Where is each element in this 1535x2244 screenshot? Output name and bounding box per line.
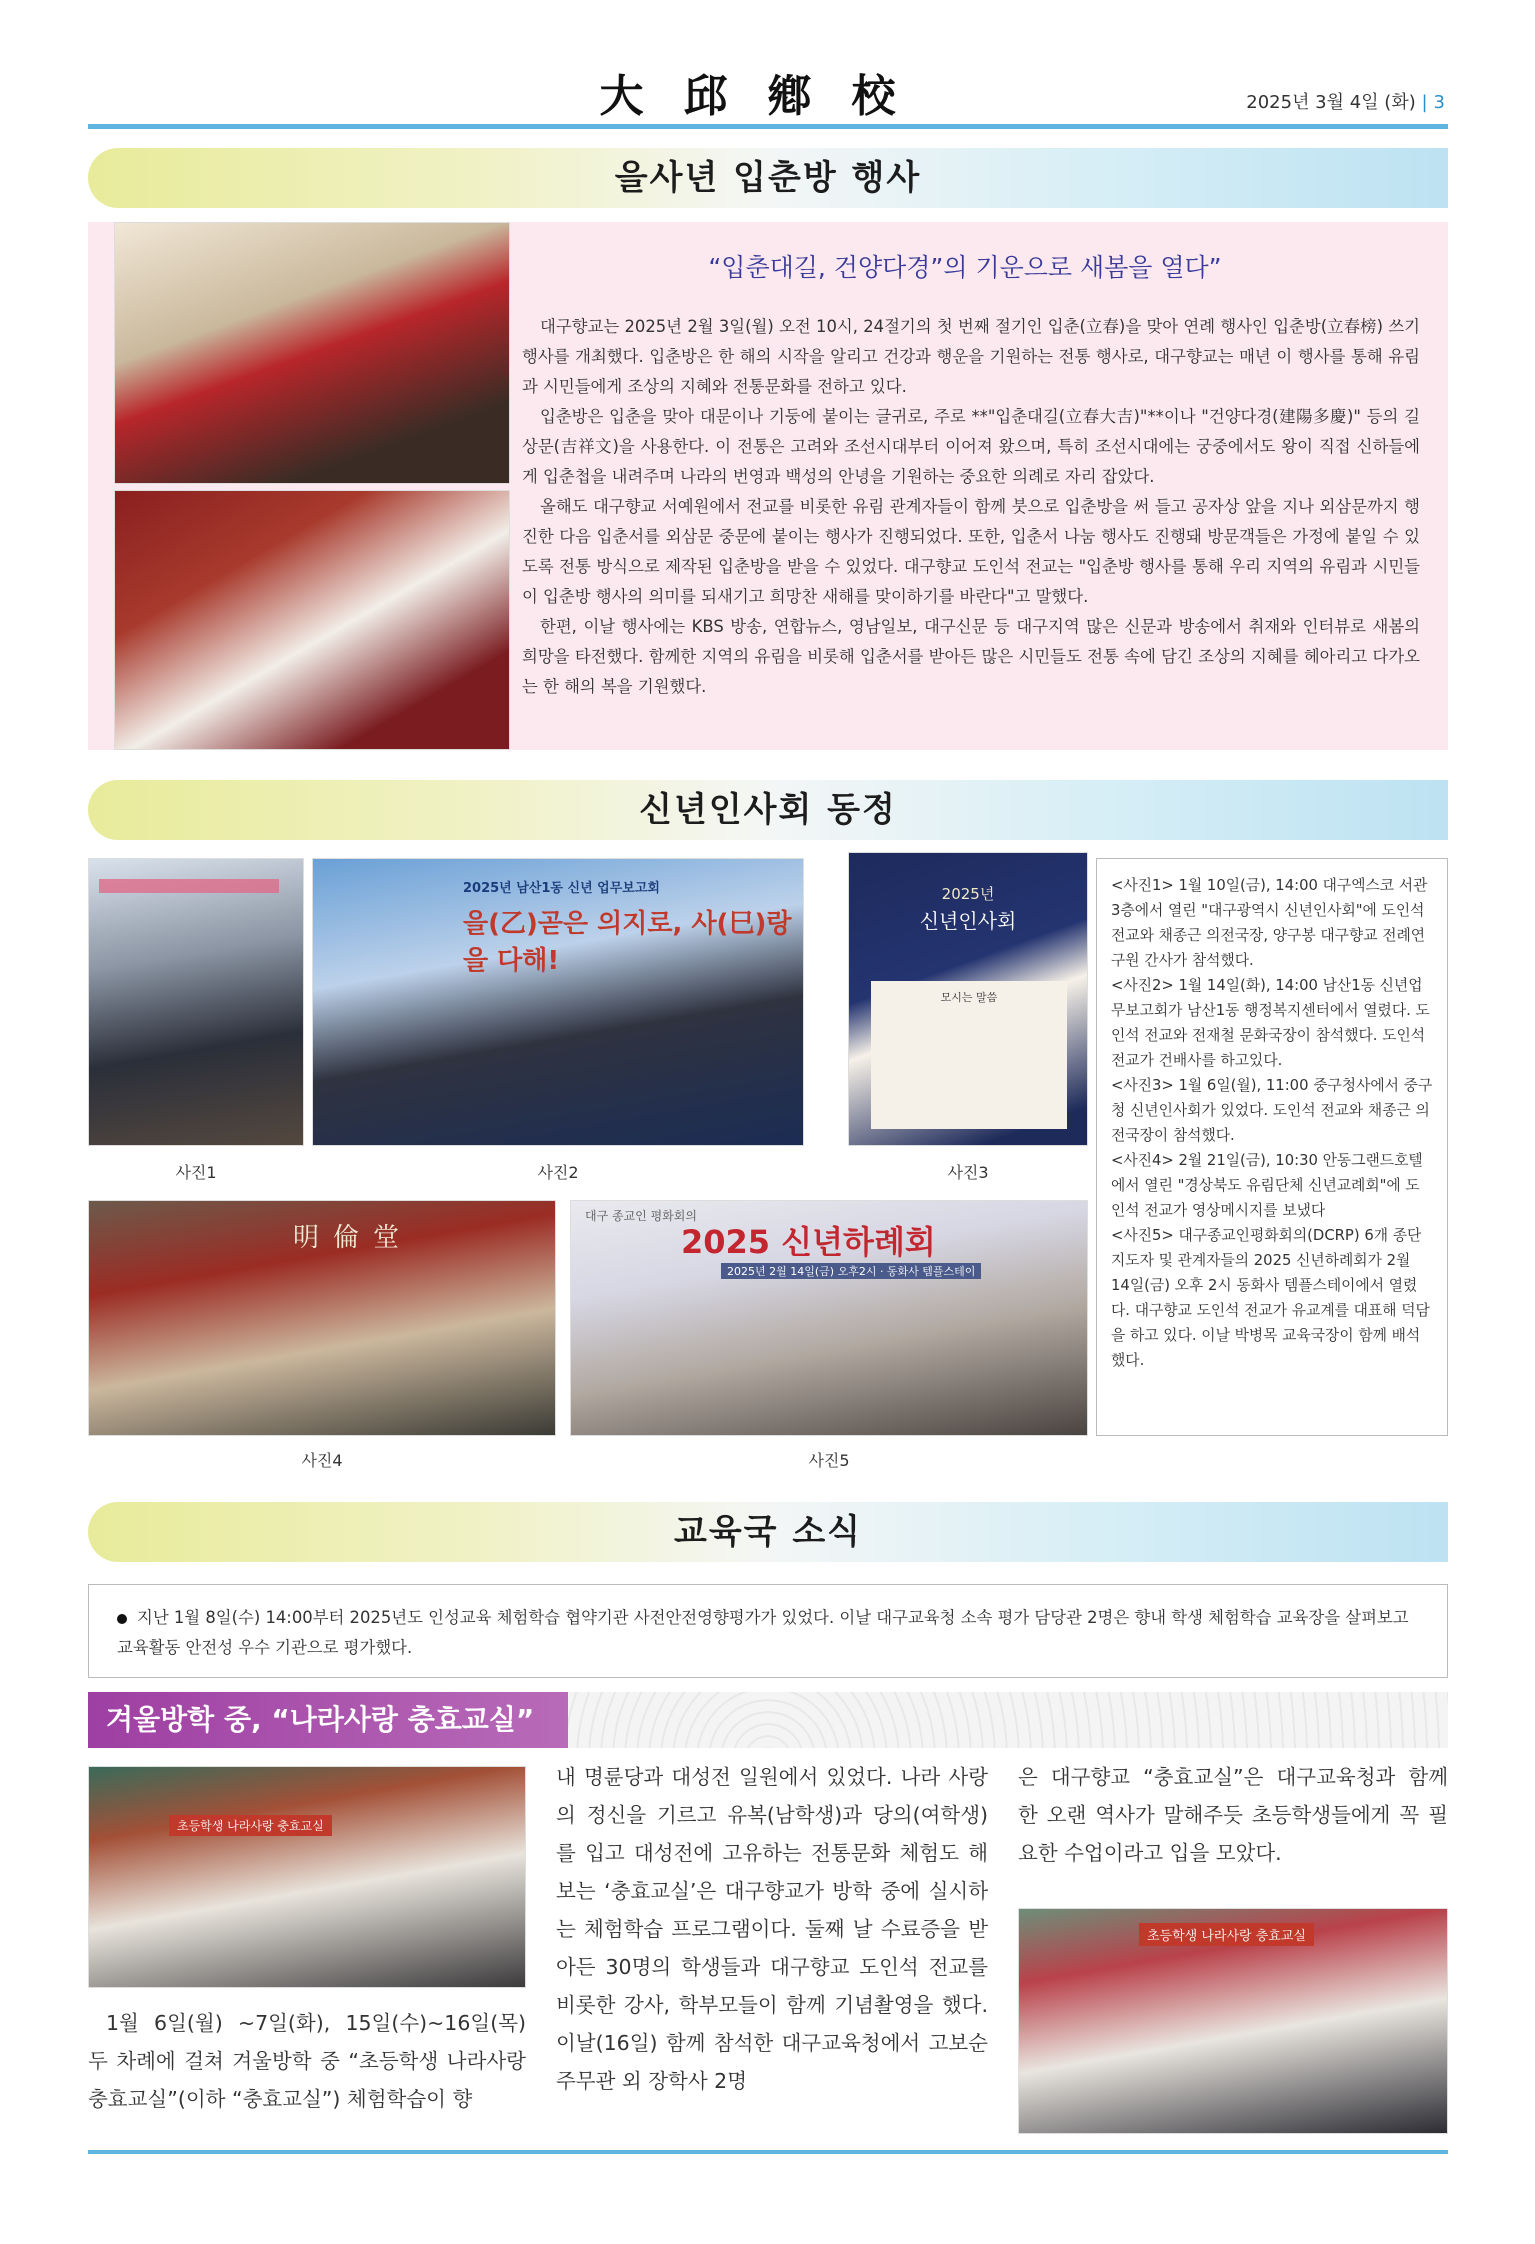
top-rule [88,124,1448,129]
education-notice [88,1584,1448,1678]
page-number: 3 [1433,92,1445,113]
section-banner-education: 교육국 소식 [88,1502,1448,1562]
article-column-3: 은 대구향교 “충효교실”은 대구교육청과 함께 한 오랜 역사가 말해주듯 초등학생들에게 꼭 필요한 수업이라고 입을 모았다. [1018,1765,1448,1865]
photo-description: <사진2> 1월 14일(화), 14:00 남산1동 신년업무보고회가 남산1동 행정복지센터에서 열렸다. 도인석 전교와 전재철 문화국장이 참석했다. 도인석 전교가 건배사를 하고있다. [1111,977,1430,1069]
photo4-sign: 明倫堂 [293,1223,414,1253]
photo5-sub: 2025년 2월 14일(금) 오후2시 · 동화사 템플스테이 [721,1263,981,1279]
photo-calligraphy-writing [114,222,510,484]
bottom-rule [88,2150,1448,2154]
photo-3 [848,852,1088,1146]
dateline [1246,88,1445,114]
photo-1 [88,858,304,1146]
photo-description: <사진3> 1월 6일(월), 11:00 중구청사에서 중구청 신년인사회가 있었다. 도인석 전교와 채종근 의전국장이 참석했다. [1111,1077,1433,1144]
photo-description: <사진5> 대구종교인평화회의(DCRP) 6개 종단 지도자 및 관계자들의 2025 신년하례회가 2월 14일(금) 오후 2시 동화사 템플스테이에서 열렸다. 대구향교 도인석 전교가 유교계를 대표해 덕담을 하고 있다. 이날 박병목 교육국장이 함께 배석했다. [1111,1227,1430,1369]
section-banner-ipchun: 을사년 입춘방 행사 [88,148,1448,208]
article-paragraph: 대구향교는 2025년 2월 3일(월) 오전 10시, 24절기의 첫 번째 절기인 입춘(立春)을 맞아 연례 행사인 입춘방(立春榜) 쓰기 행사를 개최했다. 입춘방은 한 해의 시작을 알리고 건강과 행운을 기원하는 전통 행사로, 대구향교는 매년 이 행사를 통해 유림과 시민들에게 조상의 지혜와 전통문화를 전하고 있다. [522,317,1420,396]
photo-ipchun-procession [114,490,510,750]
photo3-card-heading: 모시는 말씀 [940,991,998,1004]
photo3-title: 신년인사회 [919,909,1017,933]
article-column-2: 내 명륜당과 대성전 일원에서 있었다. 나라 사랑의 정신을 기르고 유복(남학생)과 당의(여학생)를 입고 대성전에 고유하는 전통문화 체험도 해 보는 ‘충효교실’은 대구향교가 방학 중에 실시하는 체험학습 프로그램이다. 둘째 날 수료증을 받아든 30명의 학생들과 대구향교 도인석 전교를 비롯한 강사, 학부모들이 함께 기념촬영을 했다. 이날(16일) 함께 참석한 대구교육청에서 고보순 주무관 외 장학사 2명 [556,1765,988,2093]
photo5-small: 대구 종교인 평화회의 [585,1209,697,1223]
caption-2: 사진2 [537,1163,579,1182]
section1-subtitle: “입춘대길, 건양다경”의 기운으로 새봄을 열다” [708,253,1222,282]
photo-classroom [88,1766,526,1988]
article-column-1: 1월 6일(월) ~7일(화), 15일(수)~16일(목) 두 차례에 걸쳐 겨울방학 중 “초등학생 나라사랑 충효교실”(이하 “충효교실”) 체험학습이 향 [88,2011,526,2111]
photo-description: <사진4> 2월 21일(금), 10:30 안동그랜드호텔에서 열린 "경상북도 유림단체 신년교례회"에 도인석 전교가 영상메시지를 보냈다 [1111,1152,1423,1219]
photo-description: <사진1> 1월 10일(금), 14:00 대구엑스코 서관 3층에서 열린 "대구광역시 신년인사회"에 도인석 전교와 채종근 의전국장, 양구봉 대구향교 전례연구원 간사가 참석했다. [1111,877,1428,969]
notice-text: 지난 1월 8일(수) 14:00부터 2025년도 인성교육 체험학습 협약기관 사전안전영향평가가 있었다. 이날 대구교육청 소속 평가 담당관 2명은 향내 학생 체험학습 교육장을 살펴보고 교육활동 안전성 우수 기관으로 평가했다. [117,1608,1409,1657]
caption-5: 사진5 [808,1451,850,1470]
photo2-slogan: 을(乙)곧은 의지로, 사(巳)랑을 다해! [463,909,792,976]
photo-group-banner: 초등학생 나라사랑 충효교실 [1139,1923,1314,1946]
article-paragraph: 한편, 이날 행사에는 KBS 방송, 연합뉴스, 영남일보, 대구신문 등 대구지역 많은 신문과 방송에서 취재와 인터뷰로 새봄의 희망을 타전했다. 함께한 지역의 유림을 비롯해 입춘서를 받아든 많은 시민들도 전통 속에 담긴 조상의 지혜를 헤아리고 다가오는 한 해의 복을 기원했다. [522,617,1420,696]
bullet-icon [117,1614,127,1624]
caption-1: 사진1 [175,1163,217,1182]
section1-article [522,312,1420,702]
article-tag: 겨울방학 중, “나라사랑 충효교실” [88,1692,568,1748]
caption-4: 사진4 [301,1451,343,1470]
photo-2 [312,858,804,1146]
photo-classroom-banner: 초등학생 나라사랑 충효교실 [169,1815,332,1836]
photo5-banner: 2025 신년하례회 [681,1223,936,1261]
photo-descriptions [1096,858,1448,1436]
caption-3: 사진3 [947,1163,989,1182]
photo-5 [570,1200,1088,1436]
date-separator: | [1421,92,1428,113]
issue-date: 2025년 3월 4일 (화) [1246,92,1422,113]
photo-group [1018,1908,1448,2134]
photo3-year: 2025년 [941,885,995,903]
photo2-banner: 2025년 남산1동 신년 업무보고회 [463,881,660,896]
photo3-card [871,981,1067,1129]
article-paragraph: 입춘방은 입춘을 맞아 대문이나 기둥에 붙이는 글귀로, 주로 **"입춘대길(立春大吉)"**이나 "건양다경(建陽多慶)" 등의 길상문(吉祥文)을 사용한다. 이 전통은 고려와 조선시대부터 이어져 왔으며, 특히 조선시대에는 궁중에서도 왕이 직접 신하들에게 입춘첩을 내려주며 나라의 번영과 백성의 안녕을 기원하는 중요한 의례로 자리 잡았다. [522,407,1420,486]
masthead: 大邱鄕校 [599,71,936,122]
article-paragraph: 올해도 대구향교 서예원에서 전교를 비롯한 유림 관계자들이 함께 붓으로 입춘방을 써 들고 공자상 앞을 지나 외삼문까지 행진한 다음 입춘서를 외삼문 중문에 붙이는 행사가 진행되었다. 또한, 입춘서 나눔 행사도 진행돼 방문객들은 가정에 붙일 수 있도록 전통 방식으로 제작된 입춘방을 받을 수 있었다. 대구향교 도인석 전교는 "입춘방 행사를 통해 우리 지역의 유림과 시민들이 입춘방 행사의 의미를 되새기고 희망찬 새해를 맞이하기를 바란다"고 말했다. [522,497,1420,606]
photo-4 [88,1200,556,1436]
section-banner-newyear: 신년인사회 동정 [88,780,1448,840]
